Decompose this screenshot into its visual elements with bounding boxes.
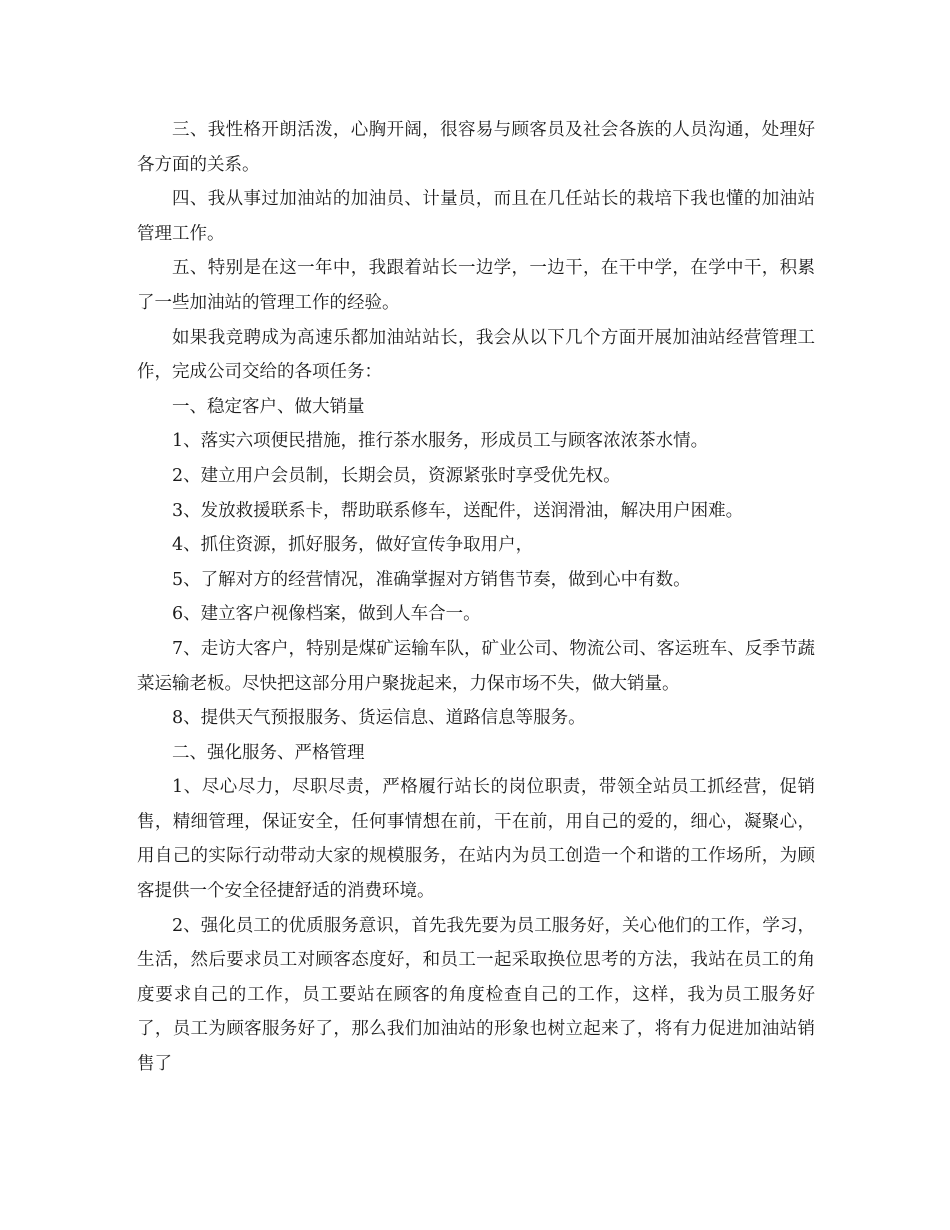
list-item-2-1: 1、尽心尽力，尽职尽责，严格履行站长的岗位职责，带领全站员工抓经营，促销售，精细管理，保证安全，任何事情想在前，干在前，用自己的爱的，细心，凝聚心，用自己的实际行动带动大家的规模服务，在站内为员工创造一个和谐的工作场所，为顾客提供一个安全径捷舒适的消费环境。 (137, 777, 815, 902)
list-item-1-1: 1、落实六项便民措施，推行茶水服务，形成员工与顾客浓浓茶水情。 (172, 431, 709, 452)
list-item-1-7: 7、走访大客户，特别是煤矿运输车队，矿业公司、物流公司、客运班车、反季节蔬菜运输老板。尽快把这部分用户聚拢起来，力保市场不失，做大销量。 (137, 638, 815, 694)
section-heading-2: 二、强化服务、严格管理 (172, 742, 365, 763)
list-item-1-6: 6、建立客户视像档案，做到人车合一。 (172, 604, 481, 625)
paragraph-plan-intro: 如果我竞聘成为高速乐都加油站站长，我会从以下几个方面开展加油站经营管理工作，完成公司交给的各项任务： (137, 327, 815, 383)
list-item-1-8: 8、提供天气预报服务、货运信息、道路信息等服务。 (172, 708, 586, 729)
list-item-1-5: 5、了解对方的经营情况，准确掌握对方销售节奏，做到心中有数。 (172, 569, 691, 590)
list-item-1-3: 3、发放救援联系卡，帮助联系修车，送配件，送润滑油，解决用户困难。 (172, 500, 744, 521)
paragraph-trait-5: 五、特别是在这一年中，我跟着站长一边学，一边干，在干中学，在学中干，积累了一些加油站的管理工作的经验。 (137, 258, 815, 313)
section-heading-1: 一、稳定客户、做大销量 (172, 396, 365, 417)
paragraph-trait-3: 三、我性格开朗活泼，心胸开阔，很容易与顾客员及社会各族的人员沟通，处理好各方面的关系。 (137, 120, 815, 175)
list-item-1-4: 4、抓住资源，抓好服务，做好宣传争取用户， (172, 535, 534, 556)
paragraph-trait-4: 四、我从事过加油站的加油员、计量员，而且在几任站长的栽培下我也懂的加油站管理工作。 (137, 189, 815, 244)
list-item-2-2: 2、强化员工的优质服务意识，首先我先要为员工服务好，关心他们的工作，学习，生活，然后要求员工对顾客态度好，和员工一起采取换位思考的方法，我站在员工的角度要求自己的工作，员工要站在顾客的角度检查自己的工作，这样，我为员工服务好了，员工为顾客服务好了，那么我们加油站的形象也树立起来了，将有力促进加油站销售了 (137, 915, 815, 1075)
list-item-1-2: 2、建立用户会员制，长期会员，资源紧张时享受优先权。 (172, 465, 621, 486)
document-body (137, 113, 815, 1082)
